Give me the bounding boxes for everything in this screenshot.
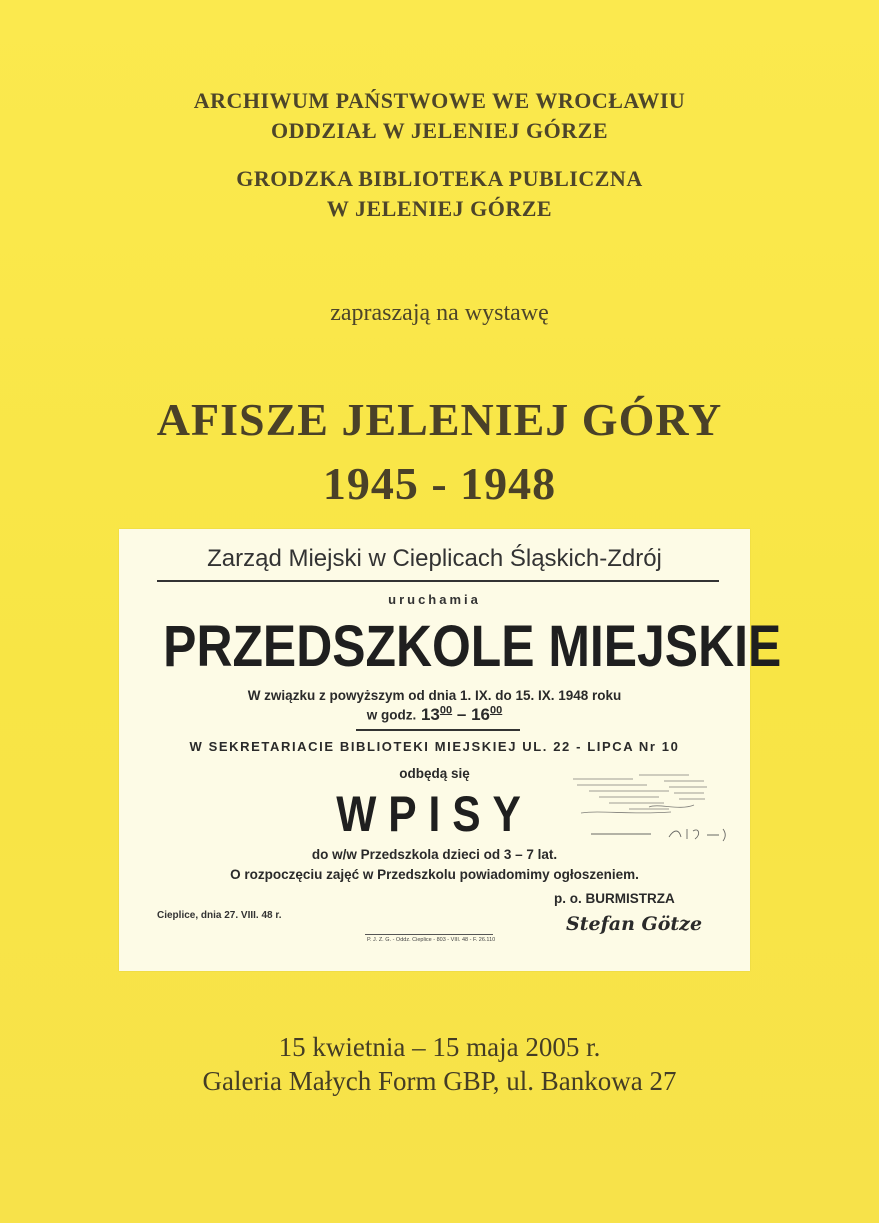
poster-hours: [119, 704, 750, 725]
invitation-text: zapraszają na wystawę: [330, 300, 549, 326]
poster-hours-to: [471, 705, 502, 724]
poster-main-word: WPISY: [336, 786, 533, 842]
poster-signature: Stefan Götze: [566, 913, 703, 935]
poster-signer-title: p. o. BURMISTRZA: [554, 891, 675, 906]
poster-print-rule: [365, 934, 493, 935]
poster-hours-dash: –: [456, 704, 467, 724]
poster-printer-note: P. J. Z. G. - Oddz. Cieplice - 803 - VIII. 48 - F. 26.110: [367, 937, 496, 943]
exhibition-title: AFISZE JELENIEJ GÓRY: [156, 394, 723, 445]
poster-action: uruchamia: [388, 592, 481, 607]
poster-hours-to-m: 00: [490, 704, 503, 716]
poster-authority: Zarząd Miejski w Cieplicach Śląskich-Zdrój: [207, 545, 662, 572]
exhibition-years: 1945 - 1948: [322, 458, 557, 509]
poster-headline: PRZEDSZKOLE MIEJSKIE: [163, 614, 782, 679]
poster-location: W SEKRETARIACIE BIBLIOTEKI MIEJSKIEJ UL. 22 - LIPCA Nr 10: [189, 739, 680, 754]
poster-hours-prefix: w godz.: [366, 707, 417, 723]
poster-place-date: Cieplice, dnia 27. VIII. 48 r.: [157, 910, 282, 921]
poster-notice: O rozpoczęciu zajęć w Przedszkolu powiadomimy ogłoszeniem.: [230, 867, 639, 882]
poster-hours-to-h: 16: [471, 704, 490, 724]
poster-dates: W związku z powyższym od dnia 1. IX. do 15. IX. 1948 roku: [247, 688, 622, 703]
organizer-line-3: GRODZKA BIBLIOTEKA PUBLICZNA: [236, 166, 643, 191]
poster-children: do w/w Przedszkola dzieci od 3 – 7 lat.: [311, 847, 558, 862]
poster-hours-from-h: 13: [420, 704, 440, 724]
poster-hours-from-m: 00: [439, 704, 453, 716]
organizer-line-2: ODDZIAŁ W JELENIEJ GÓRZE: [271, 118, 608, 143]
organizer-line-4: W JELENIEJ GÓRZE: [326, 196, 553, 221]
poster-hours-from: [421, 705, 452, 724]
exhibition-dates: 15 kwietnia – 15 maja 2005 r.: [278, 1032, 601, 1062]
exhibition-venue: Galeria Małych Form GBP, ul. Bankowa 27: [202, 1066, 677, 1096]
poster-authority-underline: [157, 580, 719, 582]
organizer-line-1: ARCHIWUM PAŃSTWOWE WE WROCŁAWIU: [193, 88, 686, 113]
handwritten-note: [589, 825, 734, 843]
poster-will: odbędą się: [399, 766, 470, 781]
approval-stamp: [569, 769, 719, 829]
historic-poster: [119, 529, 782, 971]
poster-hours-underline: [356, 729, 520, 731]
